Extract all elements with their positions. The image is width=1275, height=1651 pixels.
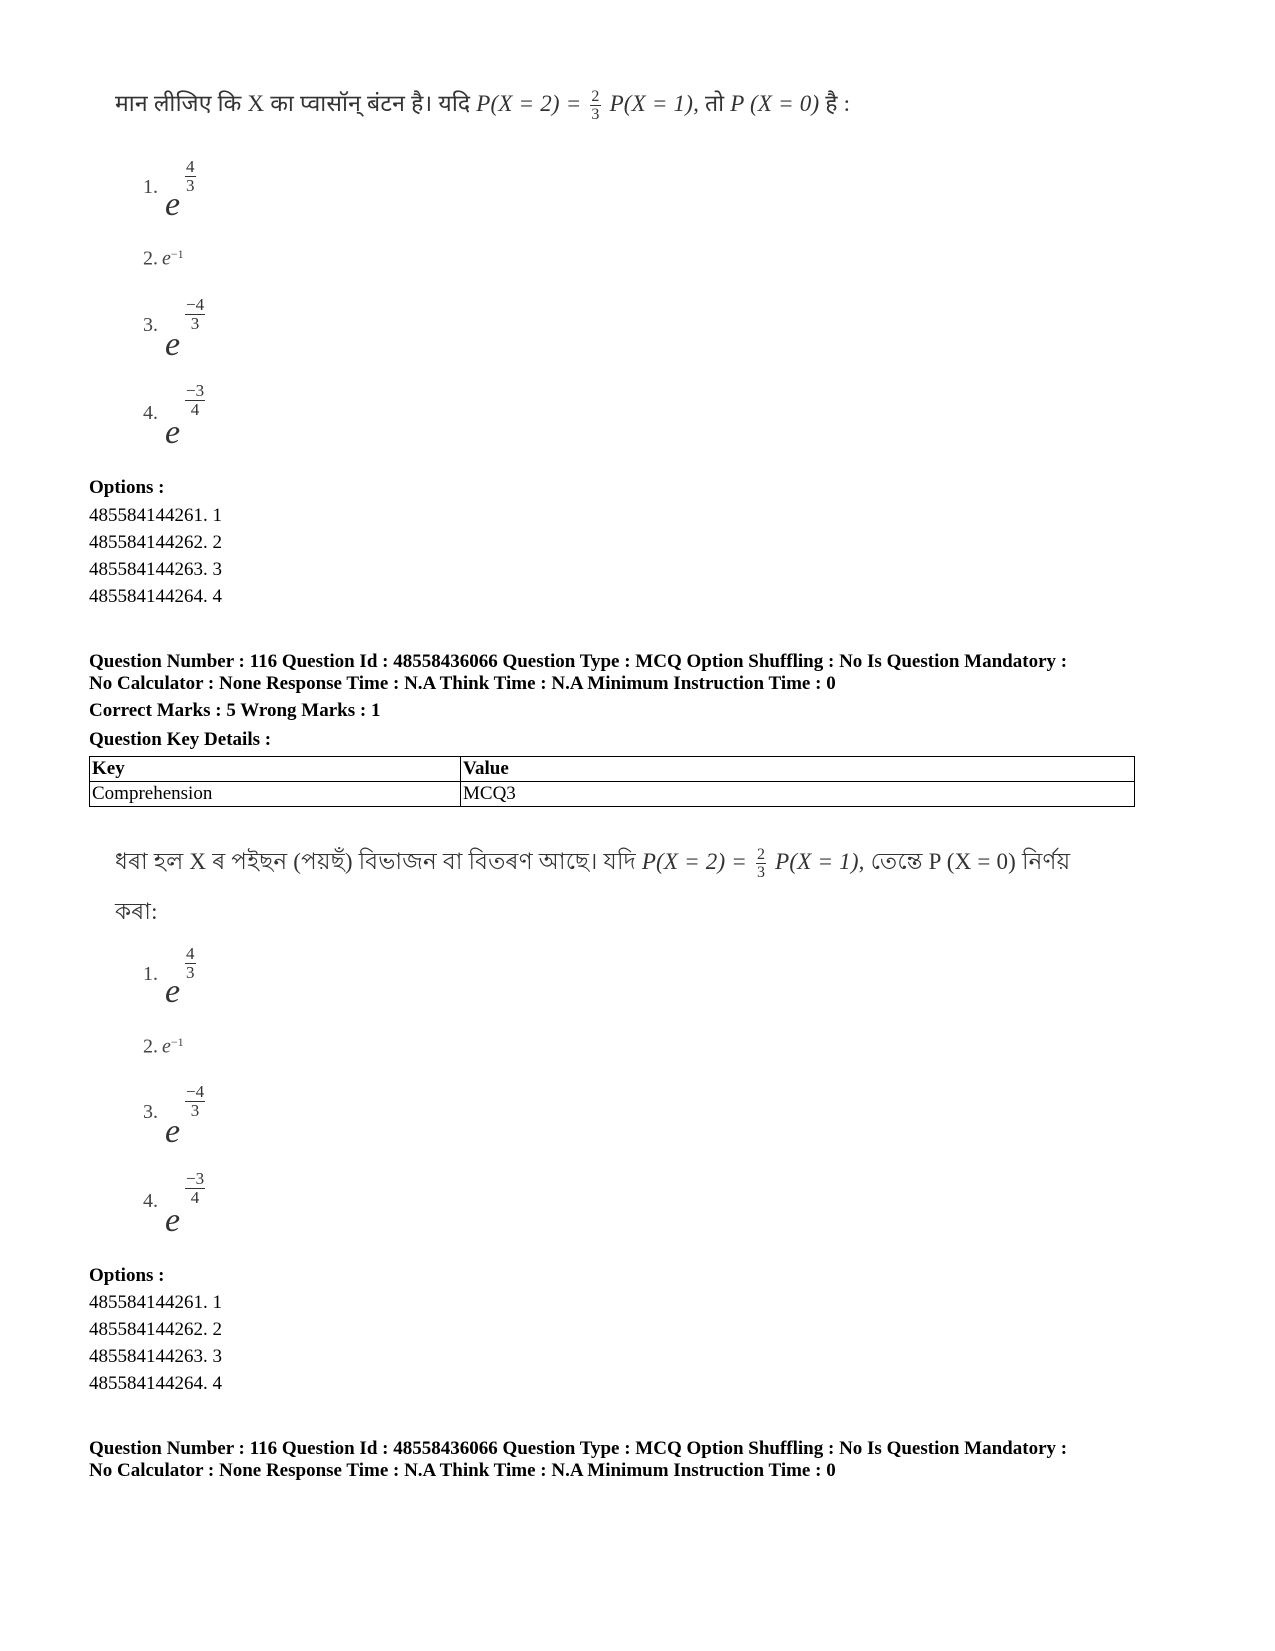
question-meta-line-1: Question Number : 116 Question Id : 48558436066 Question Type : MCQ Option Shuffling : No Is Question Mandatory :: [89, 651, 1068, 672]
option-id-1b: 485584144261. 1: [89, 1292, 222, 1313]
option-id-4b: 485584144264. 4: [89, 1373, 222, 1394]
fraction-two-thirds: $\frac{2}{3}$: [591, 88, 600, 124]
question-text-hindi: मान लीजिए कि X का प्वासॉन् बंटन है। यदि P(X = 2) = $\frac{2}{3}$ P(X = 1), तो P (X = 0) है :: [115, 88, 851, 124]
question-meta-line-2: No Calculator : None Response Time : N.A Think Time : N.A Minimum Instruction Time : 0: [89, 673, 836, 694]
mcq-option-2: 2. $e^{-1}$: [143, 247, 184, 270]
table-cell-value: MCQ3: [461, 782, 1135, 807]
options-label: Options :: [89, 477, 165, 498]
fraction-two-thirds-2: $\frac{2}{3}$: [756, 846, 766, 882]
option-id-4: 485584144264. 4: [89, 586, 222, 607]
options-label-2: Options :: [89, 1265, 165, 1286]
option-id-2: 485584144262. 2: [89, 532, 222, 553]
option-id-2b: 485584144262. 2: [89, 1319, 222, 1340]
table-cell-key: Comprehension: [90, 782, 461, 807]
table-row: [90, 782, 1135, 807]
option-id-3b: 485584144263. 3: [89, 1346, 222, 1367]
question-meta-line-1b: Question Number : 116 Question Id : 48558436066 Question Type : MCQ Option Shuffling : No Is Question Mandatory :: [89, 1438, 1068, 1459]
marks-line: Correct Marks : 5 Wrong Marks : 1: [89, 700, 381, 721]
table-header-row: [90, 757, 1135, 782]
key-details-table: [89, 756, 1135, 807]
question-text-assamese: ধৰা হল X ৰ পইছন (পয়ছঁ) বিভাজন বা বিতৰণ আছে। যদি P(X = 2) = $\frac{2}{3}$ P(X = 1), তেন্তে P (X = 0) নিৰ্ণয়: [115, 846, 1071, 882]
option-id-3: 485584144263. 3: [89, 559, 222, 580]
mcq-option-2b: 2. $e^{-1}$: [143, 1035, 184, 1058]
key-details-label: Question Key Details :: [89, 729, 272, 750]
question-meta-line-2b: No Calculator : None Response Time : N.A Think Time : N.A Minimum Instruction Time : 0: [89, 1460, 836, 1481]
table-header-key: Key: [90, 757, 461, 782]
option-id-1: 485584144261. 1: [89, 505, 222, 526]
question-text-assamese-end: কৰা:: [115, 899, 158, 924]
table-header-value: Value: [461, 757, 1135, 782]
